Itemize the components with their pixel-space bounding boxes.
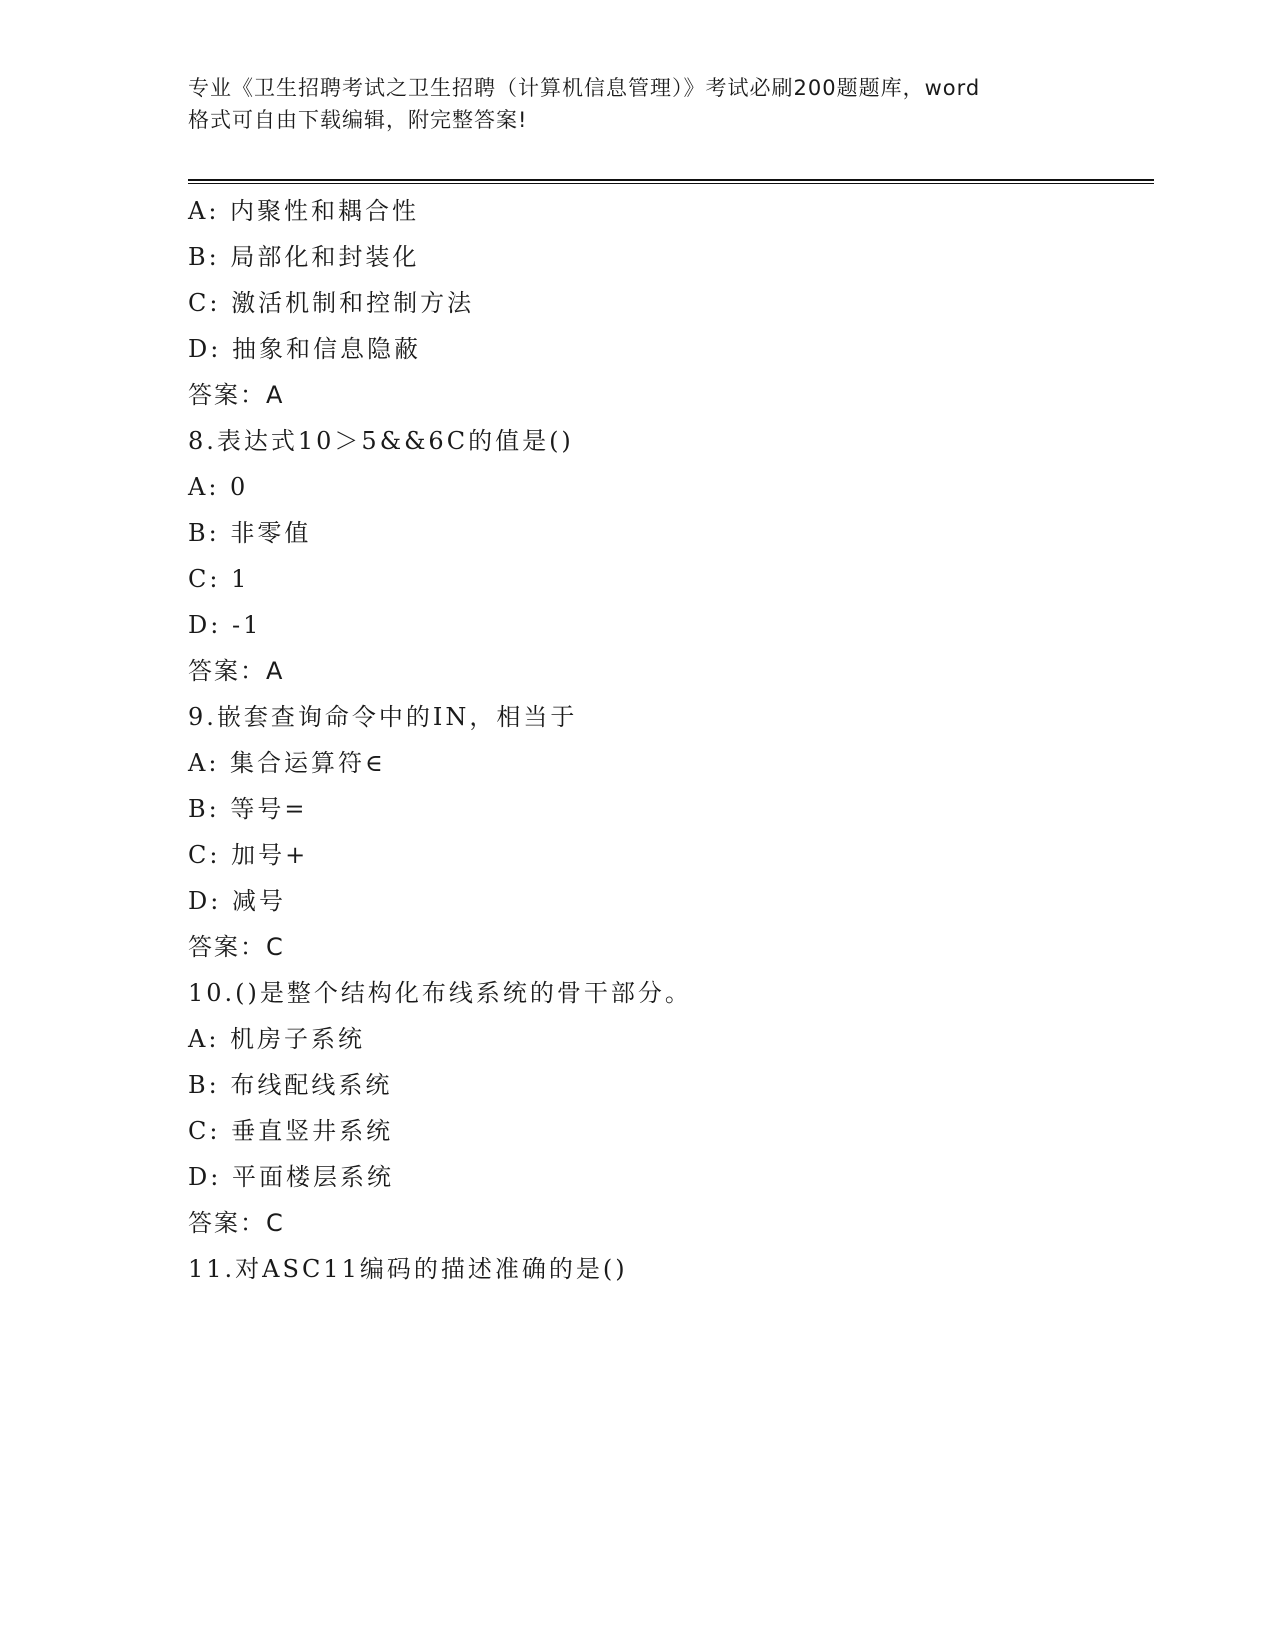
- question-text: 9.嵌套查询命令中的IN，相当于: [188, 703, 578, 731]
- option-b: B: 等号=: [188, 795, 308, 823]
- question-block: [188, 418, 1148, 694]
- option-a: A: 机房子系统: [188, 1025, 366, 1053]
- question-text: 11.对ASC11编码的描述准确的是(): [188, 1255, 628, 1283]
- option-a: A: 集合运算符∈: [188, 749, 386, 777]
- option-d: D: -1: [188, 611, 262, 639]
- option-d: D: 减号: [188, 887, 286, 915]
- option-c: C: 垂直竖井系统: [188, 1117, 394, 1145]
- question-text: 8.表达式10＞5&&6C的值是(): [188, 427, 574, 455]
- header-line-1: 专业《卫生招聘考试之卫生招聘（计算机信息管理）》考试必刷200题题库，word: [188, 76, 981, 100]
- option-b: B: 布线配线系统: [188, 1071, 393, 1099]
- question-list: [188, 188, 1148, 1292]
- option-b: B: 局部化和封装化: [188, 243, 420, 271]
- header-divider: [188, 179, 1154, 184]
- answer-line: 答案：C: [188, 933, 285, 961]
- option-c: C: 激活机制和控制方法: [188, 289, 475, 317]
- option-d: D: 平面楼层系统: [188, 1163, 394, 1191]
- question-block: [188, 970, 1148, 1246]
- answer-line: 答案：A: [188, 657, 285, 685]
- answer-line: 答案：C: [188, 1209, 285, 1237]
- option-d: D: 抽象和信息隐蔽: [188, 335, 421, 363]
- option-c: C: 加号+: [188, 841, 309, 869]
- option-c: C: 1: [188, 565, 250, 593]
- answer-line: 答案：A: [188, 381, 285, 409]
- option-a: A: 0: [188, 473, 249, 501]
- header-line-2: 格式可自由下载编辑，附完整答案!: [188, 108, 528, 132]
- question-block: [188, 188, 1148, 418]
- option-b: B: 非零值: [188, 519, 312, 547]
- question-text: 10.()是整个结构化布线系统的骨干部分。: [188, 979, 692, 1007]
- question-block: [188, 694, 1148, 970]
- question-block: [188, 1246, 1148, 1292]
- page-header: [188, 72, 1088, 136]
- option-a: A: 内聚性和耦合性: [188, 197, 420, 225]
